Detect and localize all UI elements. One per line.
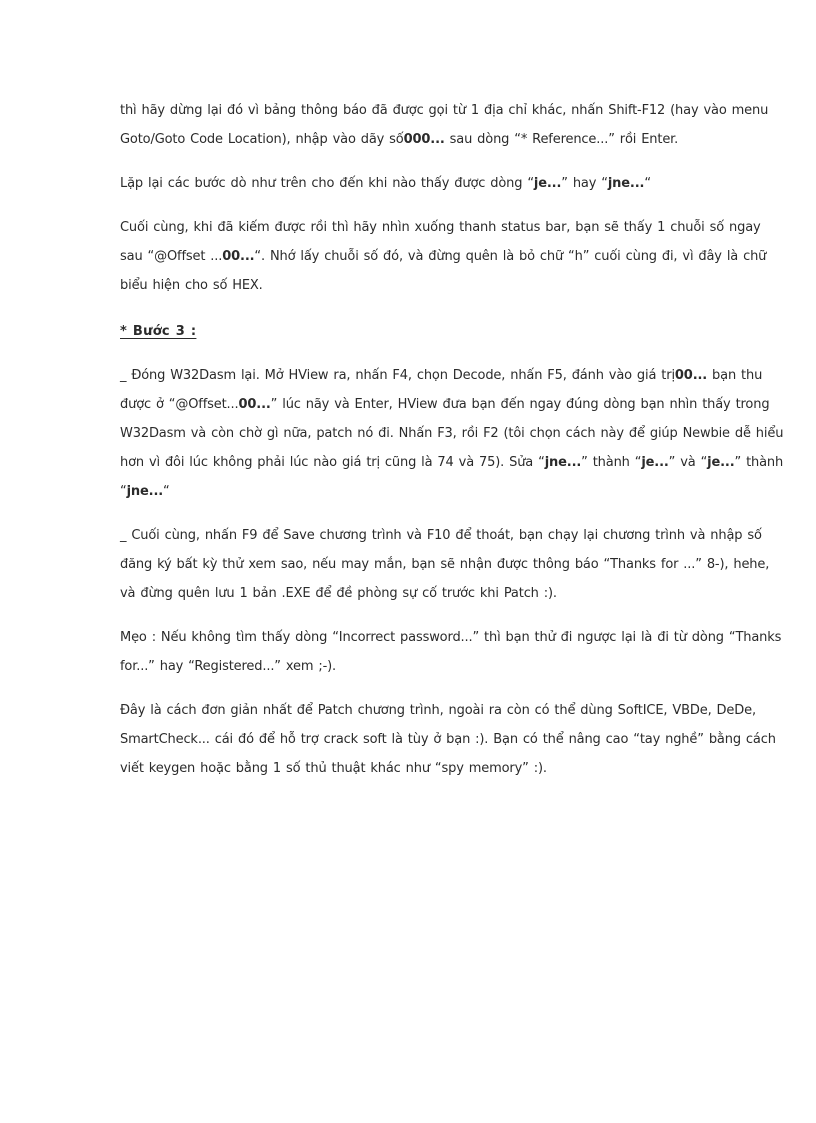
text-run: “ bbox=[644, 176, 651, 191]
text-run: ” thành “ bbox=[120, 455, 784, 499]
text-run: Lặp lại các bước dò như trên cho đến khi nào thấy được dòng “ bbox=[120, 176, 534, 191]
bold-code: jne... bbox=[607, 176, 645, 191]
paragraph-tip: Mẹo : Nếu không tìm thấy dòng “Incorrect password...” thì bạn thử đi ngược lại là đi từ dòng “Thanks for...” hay “Registered...” xem ;-). bbox=[120, 630, 782, 674]
bold-code: 00... bbox=[222, 249, 255, 264]
text-run: ” hay “ bbox=[561, 176, 608, 191]
bold-code: je... bbox=[533, 176, 562, 191]
paragraph-conclusion: Đây là cách đơn giản nhất để Patch chương trình, ngoài ra còn có thể dùng SoftICE, VBDe, DeDe, SmartCheck... cái đó để hỗ trợ crack soft là tùy ở bạn :). Bạn có thể nâng cao “tay nghề” bằng cách viết keygen hoặc bằng 1 số thủ thuật khác như “spy memory” :). bbox=[120, 703, 776, 776]
paragraph-status-bar-offset bbox=[120, 213, 784, 300]
text-run: ” và “ bbox=[668, 455, 708, 470]
text-run: _ Đóng W32Dasm lại. Mở HView ra, nhấn F4, chọn Decode, nhấn F5, đánh vào giá trị bbox=[120, 368, 675, 383]
paragraph-repeat-search bbox=[120, 169, 784, 198]
step-3-heading: * Bước 3 : bbox=[120, 324, 197, 339]
paragraph-hview-patch bbox=[120, 361, 784, 506]
bold-code: je... bbox=[707, 455, 735, 470]
paragraph-save-and-test: _ Cuối cùng, nhấn F9 để Save chương trình và F10 để thoát, bạn chạy lại chương trình và nhập số đăng ký bất kỳ thử xem sao, nếu may mắn, bạn sẽ nhận được thông báo “Thanks for ...” 8-), hehe, và đừng quên lưu 1 bản .EXE để đề phòng sự cố trước khi Patch :). bbox=[120, 528, 770, 601]
text-run: sau dòng “* Reference...” rồi Enter. bbox=[444, 132, 679, 147]
text-run: thì hãy dừng lại đó vì bảng thông báo đã được gọi từ 1 địa chỉ khác, nhấn Shift-F12 (hay vào menu Goto/Goto Code Location), nhập vào dãy số bbox=[120, 103, 769, 147]
bold-code: 00... bbox=[238, 397, 271, 412]
text-run: “ bbox=[163, 484, 170, 499]
bold-code: je... bbox=[641, 455, 669, 470]
document-page bbox=[120, 96, 784, 783]
text-run: bạn thu được ở “@Offset... bbox=[120, 368, 763, 412]
paragraph-goto-reference bbox=[120, 96, 784, 154]
text-run: Cuối cùng, khi đã kiếm được rồi thì hãy nhìn xuống thanh status bar, bạn sẽ thấy 1 chuỗi số ngay sau “@Offset ... bbox=[120, 220, 761, 264]
text-run: “. Nhớ lấy chuỗi số đó, và đừng quên là bỏ chữ “h” cuối cùng đi, vì đây là chữ biểu hiện cho số HEX. bbox=[120, 249, 767, 293]
bold-code: 00... bbox=[674, 368, 708, 383]
bold-code: jne... bbox=[544, 455, 582, 470]
text-run: ” thành “ bbox=[581, 455, 642, 470]
bold-code: 000... bbox=[403, 132, 445, 147]
step-3-heading-line bbox=[120, 317, 784, 346]
bold-code: jne... bbox=[126, 484, 164, 499]
text-run: ” lúc nãy và Enter, HView đưa bạn đến ngay đúng dòng bạn nhìn thấy trong W32Dasm và còn chờ gì nữa, patch nó đi. Nhấn F3, rồi F2 (tôi chọn cách này để giúp Newbie dễ hiểu hơn vì đôi lúc không phải lúc nào giá trị cũng là 74 và 75). Sửa “ bbox=[120, 397, 784, 470]
